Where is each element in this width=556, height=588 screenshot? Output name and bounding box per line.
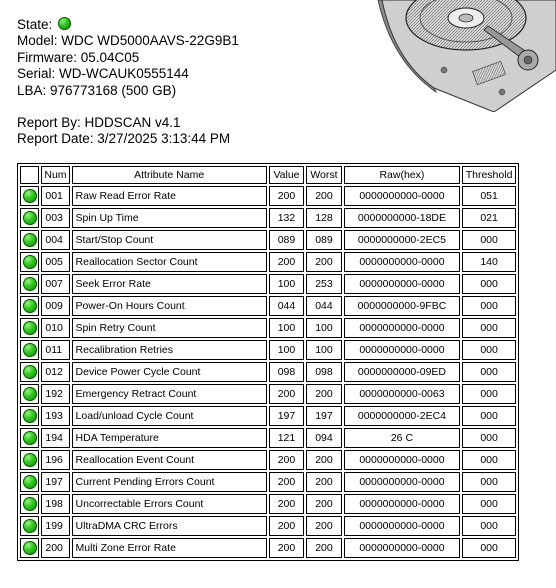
attribute-value: 100 xyxy=(269,340,304,360)
attribute-name: Device Power Cycle Count xyxy=(72,362,267,382)
table-header-row xyxy=(20,166,516,184)
table-row xyxy=(20,450,516,470)
attribute-name: Start/Stop Count xyxy=(72,230,267,250)
row-status-cell xyxy=(20,406,39,426)
attribute-worst: 200 xyxy=(306,494,342,514)
table-row xyxy=(20,406,516,426)
row-status-cell xyxy=(20,538,39,558)
drive-info-block xyxy=(17,17,239,148)
attribute-num: 199 xyxy=(41,516,69,536)
attribute-threshold: 000 xyxy=(462,472,516,492)
attribute-raw: 0000000000-0000 xyxy=(344,318,460,338)
report-date-line: Report Date: 3/27/2025 3:13:44 PM xyxy=(17,131,231,147)
attribute-name: Load/unload Cycle Count xyxy=(72,406,267,426)
row-status-cell xyxy=(20,516,39,536)
attribute-worst: 089 xyxy=(306,230,342,250)
attribute-threshold: 021 xyxy=(462,208,516,228)
attribute-name: Spin Retry Count xyxy=(72,318,267,338)
green-status-icon xyxy=(23,211,37,225)
attribute-value: 200 xyxy=(269,186,304,206)
row-status-cell xyxy=(20,450,39,470)
attribute-threshold: 000 xyxy=(462,450,516,470)
attribute-name: Raw Read Error Rate xyxy=(72,186,267,206)
attribute-worst: 100 xyxy=(306,318,342,338)
header-worst: Worst xyxy=(306,166,342,184)
row-status-cell xyxy=(20,252,39,272)
attribute-num: 194 xyxy=(41,428,69,448)
row-status-cell xyxy=(20,208,39,228)
attribute-threshold: 000 xyxy=(462,428,516,448)
attribute-num: 007 xyxy=(41,274,69,294)
attribute-raw: 0000000000-0000 xyxy=(344,516,460,536)
row-status-cell xyxy=(20,230,39,250)
green-status-icon xyxy=(23,497,37,511)
attribute-value: 200 xyxy=(269,384,304,404)
header-attribute-name: Attribute Name xyxy=(72,166,267,184)
attribute-raw: 0000000000-09ED xyxy=(344,362,460,382)
serial-line: Serial: WD-WCAUK0555144 xyxy=(17,66,189,82)
green-status-icon xyxy=(23,299,37,313)
table-row xyxy=(20,340,516,360)
green-status-icon xyxy=(23,365,37,379)
green-status-icon xyxy=(23,541,37,555)
attribute-value: 200 xyxy=(269,516,304,536)
attribute-name: Power-On Hours Count xyxy=(72,296,267,316)
attribute-num: 192 xyxy=(41,384,69,404)
row-status-cell xyxy=(20,472,39,492)
green-status-icon xyxy=(23,453,37,467)
row-status-cell xyxy=(20,318,39,338)
attribute-worst: 197 xyxy=(306,406,342,426)
attribute-num: 005 xyxy=(41,252,69,272)
attribute-value: 089 xyxy=(269,230,304,250)
attribute-worst: 200 xyxy=(306,516,342,536)
smart-attributes-table xyxy=(17,163,519,561)
attribute-raw: 0000000000-18DE xyxy=(344,208,460,228)
attribute-name: Seek Error Rate xyxy=(72,274,267,294)
attribute-raw: 0000000000-0000 xyxy=(344,494,460,514)
attribute-worst: 044 xyxy=(306,296,342,316)
attribute-value: 100 xyxy=(269,318,304,338)
header-threshold: Threshold xyxy=(462,166,516,184)
attribute-num: 012 xyxy=(41,362,69,382)
attribute-name: Multi Zone Error Rate xyxy=(72,538,267,558)
attribute-threshold: 000 xyxy=(462,384,516,404)
table-row xyxy=(20,428,516,448)
attribute-worst: 200 xyxy=(306,252,342,272)
attribute-num: 193 xyxy=(41,406,69,426)
row-status-cell xyxy=(20,362,39,382)
attribute-raw: 0000000000-0000 xyxy=(344,538,460,558)
header-value: Value xyxy=(269,166,304,184)
attribute-num: 004 xyxy=(41,230,69,250)
attribute-value: 098 xyxy=(269,362,304,382)
attribute-worst: 200 xyxy=(306,186,342,206)
attribute-name: UltraDMA CRC Errors xyxy=(72,516,267,536)
green-status-icon xyxy=(23,255,37,269)
attribute-name: Current Pending Errors Count xyxy=(72,472,267,492)
attribute-value: 121 xyxy=(269,428,304,448)
table-row xyxy=(20,494,516,514)
table-row xyxy=(20,252,516,272)
attribute-name: Emergency Retract Count xyxy=(72,384,267,404)
attribute-name: HDA Temperature xyxy=(72,428,267,448)
attribute-threshold: 000 xyxy=(462,274,516,294)
attribute-threshold: 000 xyxy=(462,318,516,338)
table-row xyxy=(20,274,516,294)
header-num: Num xyxy=(41,166,69,184)
attribute-value: 100 xyxy=(269,274,304,294)
header-status xyxy=(20,166,39,184)
green-status-icon xyxy=(23,387,37,401)
attribute-name: Uncorrectable Errors Count xyxy=(72,494,267,514)
spacer xyxy=(17,99,239,115)
green-status-icon xyxy=(23,475,37,489)
attribute-raw: 26 C xyxy=(344,428,460,448)
attribute-num: 196 xyxy=(41,450,69,470)
table-row xyxy=(20,384,516,404)
attribute-value: 200 xyxy=(269,538,304,558)
green-status-icon xyxy=(23,233,37,247)
state-label: State: xyxy=(17,17,53,32)
attribute-worst: 100 xyxy=(306,340,342,360)
table-body xyxy=(20,186,516,558)
green-status-icon xyxy=(23,431,37,445)
attribute-threshold: 000 xyxy=(462,296,516,316)
row-status-cell xyxy=(20,340,39,360)
attribute-threshold: 140 xyxy=(462,252,516,272)
header-raw: Raw(hex) xyxy=(344,166,460,184)
table-row xyxy=(20,186,516,206)
green-status-icon xyxy=(58,17,71,30)
attribute-raw: 0000000000-0000 xyxy=(344,472,460,492)
attribute-raw: 0000000000-9FBC xyxy=(344,296,460,316)
table-row xyxy=(20,318,516,338)
green-status-icon xyxy=(23,321,37,335)
attribute-threshold: 000 xyxy=(462,230,516,250)
attribute-threshold: 000 xyxy=(462,494,516,514)
attribute-num: 011 xyxy=(41,340,69,360)
attribute-num: 198 xyxy=(41,494,69,514)
model-line: Model: WDC WD5000AAVS-22G9B1 xyxy=(17,33,239,49)
attribute-value: 197 xyxy=(269,406,304,426)
lba-line: LBA: 976773168 (500 GB) xyxy=(17,82,177,98)
attribute-name: Reallocation Sector Count xyxy=(72,252,267,272)
green-status-icon xyxy=(23,189,37,203)
green-status-icon xyxy=(23,409,37,423)
attribute-value: 132 xyxy=(269,208,304,228)
attribute-raw: 0000000000-0000 xyxy=(344,450,460,470)
table-row xyxy=(20,362,516,382)
attribute-num: 009 xyxy=(41,296,69,316)
table-row xyxy=(20,208,516,228)
attribute-num: 200 xyxy=(41,538,69,558)
table-row xyxy=(20,230,516,250)
report-by-line: Report By: HDDSCAN v4.1 xyxy=(17,115,181,131)
attribute-threshold: 000 xyxy=(462,340,516,360)
attribute-worst: 128 xyxy=(306,208,342,228)
row-status-cell xyxy=(20,428,39,448)
table-row xyxy=(20,516,516,536)
attribute-raw: 0000000000-0000 xyxy=(344,340,460,360)
table-row xyxy=(20,538,516,558)
attribute-num: 197 xyxy=(41,472,69,492)
attribute-worst: 200 xyxy=(306,450,342,470)
attribute-worst: 200 xyxy=(306,538,342,558)
attribute-threshold: 051 xyxy=(462,186,516,206)
firmware-line: Firmware: 05.04C05 xyxy=(17,49,140,65)
attribute-threshold: 000 xyxy=(462,362,516,382)
attribute-raw: 0000000000-2EC5 xyxy=(344,230,460,250)
attribute-value: 200 xyxy=(269,252,304,272)
row-status-cell xyxy=(20,296,39,316)
attribute-threshold: 000 xyxy=(462,538,516,558)
attribute-worst: 094 xyxy=(306,428,342,448)
row-status-cell xyxy=(20,384,39,404)
attribute-raw: 0000000000-0000 xyxy=(344,252,460,272)
attribute-value: 044 xyxy=(269,296,304,316)
attribute-num: 003 xyxy=(41,208,69,228)
attribute-raw: 0000000000-0000 xyxy=(344,186,460,206)
green-status-icon xyxy=(23,343,37,357)
attribute-num: 010 xyxy=(41,318,69,338)
row-status-cell xyxy=(20,494,39,514)
attribute-worst: 253 xyxy=(306,274,342,294)
table-row xyxy=(20,472,516,492)
green-status-icon xyxy=(23,277,37,291)
attribute-num: 001 xyxy=(41,186,69,206)
table-row xyxy=(20,296,516,316)
attribute-name: Spin Up Time xyxy=(72,208,267,228)
attribute-worst: 200 xyxy=(306,472,342,492)
state-line xyxy=(17,17,239,33)
attribute-raw: 0000000000-0000 xyxy=(344,274,460,294)
attribute-value: 200 xyxy=(269,450,304,470)
attribute-value: 200 xyxy=(269,494,304,514)
attribute-threshold: 000 xyxy=(462,406,516,426)
attribute-raw: 0000000000-2EC4 xyxy=(344,406,460,426)
attribute-name: Recalibration Retries xyxy=(72,340,267,360)
hard-drive-illustration xyxy=(374,0,556,112)
attribute-threshold: 000 xyxy=(462,516,516,536)
attribute-worst: 200 xyxy=(306,384,342,404)
attribute-value: 200 xyxy=(269,472,304,492)
attribute-worst: 098 xyxy=(306,362,342,382)
attribute-raw: 0000000000-0063 xyxy=(344,384,460,404)
row-status-cell xyxy=(20,274,39,294)
attribute-name: Reallocation Event Count xyxy=(72,450,267,470)
green-status-icon xyxy=(23,519,37,533)
row-status-cell xyxy=(20,186,39,206)
